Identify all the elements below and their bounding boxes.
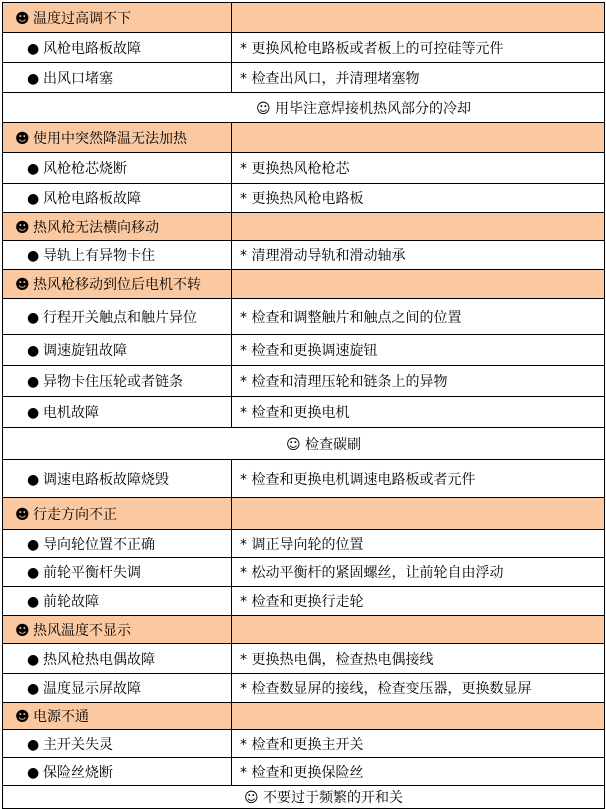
cause-text: 导向轮位置不正确 xyxy=(43,536,155,553)
cause-cell xyxy=(3,674,232,703)
section-title: 行走方向不正 xyxy=(33,506,117,523)
star-marker: * xyxy=(240,565,247,581)
star-marker: * xyxy=(240,651,247,668)
bullet-icon: ● xyxy=(27,651,40,668)
section-empty-cell xyxy=(232,270,605,299)
section-header xyxy=(3,270,605,299)
star-marker: * xyxy=(240,764,247,781)
bullet-icon: ● xyxy=(27,161,40,177)
fix-text: 检查和更换电机调速电路板或者元件 xyxy=(251,471,476,488)
fix-text: 检查和更换主开关 xyxy=(251,736,364,753)
section-title-cell xyxy=(3,616,232,644)
fix-cell xyxy=(232,335,605,366)
section-title: 温度过高调不下 xyxy=(33,10,131,27)
cause-text: 前轮平衡杆失调 xyxy=(43,565,141,581)
note-text: 检查碳刷 xyxy=(305,436,362,453)
troubleshooting-table xyxy=(2,2,605,809)
fix-cell xyxy=(232,644,605,674)
table-row xyxy=(3,366,605,397)
section-title-cell xyxy=(3,213,232,241)
note-cell xyxy=(3,93,605,123)
star-marker: * xyxy=(240,161,247,177)
cause-text: 温度显示屏故障 xyxy=(43,681,141,697)
table-row xyxy=(3,33,605,63)
fix-text: 更换热风枪电路板 xyxy=(251,191,364,207)
cause-text: 热风枪热电偶故障 xyxy=(43,651,155,668)
face-icon: ☻ xyxy=(15,622,30,639)
table-row xyxy=(3,587,605,616)
bullet-icon: ● xyxy=(27,70,40,87)
cause-text: 风枪电路板故障 xyxy=(43,40,141,57)
star-marker: * xyxy=(240,309,247,326)
section-header xyxy=(3,123,605,153)
fix-text: 检查和清理压轮和链条上的异物 xyxy=(251,374,448,390)
table-row xyxy=(3,460,605,498)
cause-cell xyxy=(3,758,232,786)
star-marker: * xyxy=(240,191,247,207)
fix-text: 检查和调整触片和触点之间的位置 xyxy=(251,309,462,326)
section-title: 热风枪移动到位后电机不转 xyxy=(33,277,201,293)
bullet-icon: ● xyxy=(27,309,40,326)
cause-text: 出风口堵塞 xyxy=(43,70,113,87)
cause-text: 调速旋钮故障 xyxy=(43,343,127,359)
fix-text: 调正导向轮的位置 xyxy=(251,536,364,553)
bullet-icon: ● xyxy=(27,248,40,264)
section-empty-cell xyxy=(232,616,605,644)
note-row xyxy=(3,93,605,123)
fix-text: 检查和更换电机 xyxy=(251,405,350,421)
fix-cell xyxy=(232,184,605,213)
note-row xyxy=(3,786,605,809)
table-row xyxy=(3,299,605,335)
cause-cell xyxy=(3,587,232,616)
note-cell xyxy=(3,428,605,460)
bullet-icon: ● xyxy=(27,565,40,581)
table-row xyxy=(3,241,605,270)
table-row xyxy=(3,674,605,703)
cause-cell xyxy=(3,366,232,397)
cause-cell xyxy=(3,335,232,366)
table-row xyxy=(3,644,605,674)
star-marker: * xyxy=(240,536,247,553)
section-empty-cell xyxy=(232,123,605,153)
section-header xyxy=(3,616,605,644)
bullet-icon: ● xyxy=(27,471,40,488)
cause-text: 行程开关触点和触片异位 xyxy=(43,309,197,326)
bullet-icon: ● xyxy=(27,343,40,359)
bullet-icon: ● xyxy=(27,40,40,57)
face-icon: ☻ xyxy=(15,709,30,725)
fix-cell xyxy=(232,758,605,786)
star-marker: * xyxy=(240,736,247,753)
section-header xyxy=(3,213,605,241)
fix-cell xyxy=(232,530,605,558)
face-icon: ☻ xyxy=(15,130,30,147)
fix-cell xyxy=(232,674,605,703)
cause-cell xyxy=(3,184,232,213)
fix-cell xyxy=(232,241,605,270)
table-row xyxy=(3,153,605,184)
table-row xyxy=(3,530,605,558)
cause-cell xyxy=(3,558,232,587)
table-row xyxy=(3,184,605,213)
fix-text: 更换热电偶，检查热电偶接线 xyxy=(251,651,434,668)
table-row xyxy=(3,558,605,587)
fix-cell xyxy=(232,63,605,93)
section-empty-cell xyxy=(232,498,605,530)
fix-text: 检查出风口，并清理堵塞物 xyxy=(251,70,420,87)
cause-text: 风枪电路板故障 xyxy=(43,191,141,207)
cause-text: 主开关失灵 xyxy=(43,736,113,753)
fix-cell xyxy=(232,33,605,63)
fix-cell xyxy=(232,460,605,498)
cause-text: 电机故障 xyxy=(43,405,99,421)
cause-cell xyxy=(3,33,232,63)
bullet-icon: ● xyxy=(27,536,40,553)
section-header xyxy=(3,3,605,33)
note-text: 用毕注意焊接机热风部分的冷却 xyxy=(275,100,472,117)
fix-text: 检查和更换保险丝 xyxy=(251,764,364,781)
section-title: 热风枪无法横向移动 xyxy=(33,219,159,236)
note-text: 不要过于频繁的开和关 xyxy=(263,790,404,806)
fix-cell xyxy=(232,299,605,335)
cause-cell xyxy=(3,153,232,184)
cause-cell xyxy=(3,460,232,498)
cause-text: 风枪枪芯烧断 xyxy=(43,161,127,177)
cause-text: 前轮故障 xyxy=(43,594,99,610)
section-empty-cell xyxy=(232,703,605,730)
bullet-icon: ● xyxy=(27,681,40,697)
section-title-cell xyxy=(3,123,232,153)
bullet-icon: ● xyxy=(27,736,40,753)
cause-cell xyxy=(3,397,232,428)
smile-icon: ☺ xyxy=(255,100,271,117)
fix-text: 更换热风枪枪芯 xyxy=(251,161,350,177)
section-title-cell xyxy=(3,498,232,530)
smile-icon: ☺ xyxy=(243,790,259,806)
cause-text: 异物卡住压轮或者链条 xyxy=(43,374,183,390)
cause-text: 导轨上有异物卡住 xyxy=(43,248,155,264)
fix-text: 松动平衡杆的紧固螺丝，让前轮自由浮动 xyxy=(251,565,504,581)
fix-cell xyxy=(232,397,605,428)
cause-text: 调速电路板故障烧毁 xyxy=(43,471,169,488)
bullet-icon: ● xyxy=(27,374,40,390)
star-marker: * xyxy=(240,70,247,87)
table-row xyxy=(3,758,605,786)
star-marker: * xyxy=(240,343,247,359)
table-row xyxy=(3,730,605,758)
table-row xyxy=(3,335,605,366)
section-title: 电源不通 xyxy=(33,709,89,725)
cause-cell xyxy=(3,644,232,674)
face-icon: ☻ xyxy=(15,277,30,293)
face-icon: ☻ xyxy=(15,506,30,523)
cause-cell xyxy=(3,299,232,335)
section-header xyxy=(3,498,605,530)
section-title-cell xyxy=(3,703,232,730)
table-row xyxy=(3,63,605,93)
smile-icon: ☺ xyxy=(285,436,301,453)
fix-cell xyxy=(232,730,605,758)
face-icon: ☻ xyxy=(15,219,30,236)
fix-text: 清理滑动导轨和滑动轴承 xyxy=(251,248,406,264)
fix-text: 检查和更换调速旋钮 xyxy=(251,343,378,359)
table-row xyxy=(3,397,605,428)
bullet-icon: ● xyxy=(27,594,40,610)
bullet-icon: ● xyxy=(27,405,40,421)
star-marker: * xyxy=(240,248,247,264)
cause-cell xyxy=(3,530,232,558)
bullet-icon: ● xyxy=(27,191,40,207)
fix-cell xyxy=(232,153,605,184)
star-marker: * xyxy=(240,40,247,57)
note-cell xyxy=(3,786,605,809)
fix-cell xyxy=(232,366,605,397)
cause-cell xyxy=(3,63,232,93)
fix-text: 更换风枪电路板或者板上的可控硅等元件 xyxy=(251,40,504,57)
section-empty-cell xyxy=(232,213,605,241)
cause-cell xyxy=(3,730,232,758)
fix-cell xyxy=(232,587,605,616)
section-title-cell xyxy=(3,270,232,299)
section-title-cell xyxy=(3,3,232,33)
section-empty-cell xyxy=(232,3,605,33)
star-marker: * xyxy=(240,405,247,421)
note-row xyxy=(3,428,605,460)
cause-text: 保险丝烧断 xyxy=(43,764,113,781)
bullet-icon: ● xyxy=(27,764,40,781)
fix-text: 检查和更换行走轮 xyxy=(251,594,364,610)
section-title: 热风温度不显示 xyxy=(33,622,131,639)
section-header xyxy=(3,703,605,730)
section-title: 使用中突然降温无法加热 xyxy=(33,130,187,147)
star-marker: * xyxy=(240,374,247,390)
fix-cell xyxy=(232,558,605,587)
star-marker: * xyxy=(240,594,247,610)
fix-text: 检查数显屏的接线，检查变压器，更换数显屏 xyxy=(251,681,532,697)
star-marker: * xyxy=(240,471,247,488)
star-marker: * xyxy=(240,681,247,697)
cause-cell xyxy=(3,241,232,270)
face-icon: ☻ xyxy=(15,10,30,27)
